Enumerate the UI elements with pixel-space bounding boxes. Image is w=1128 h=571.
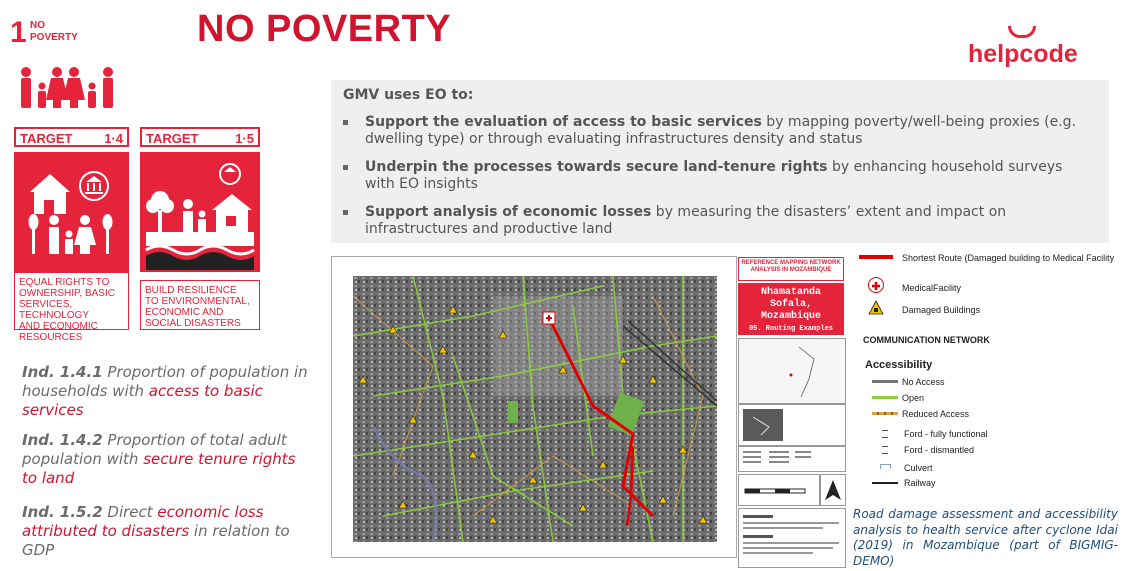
page-title: NO POVERTY (197, 8, 452, 50)
bullet-text: by enhancing household surveys with EO insights (365, 159, 1063, 192)
indicator-highlight: access to basic services (22, 382, 263, 419)
sdg-number: 1 (10, 16, 27, 49)
indicator-text: Proportion of total adult population with (22, 431, 287, 468)
legend-label: Ford - dismantled (904, 445, 975, 455)
legend-label: MedicalFacility (902, 283, 962, 293)
bullet-text: by mapping poverty/well-being proxies (e.g. dwelling type) or through evaluating infrastructures density and status (365, 114, 1076, 147)
indicator-code: Ind. 1.4.2 (22, 431, 103, 449)
brand-logo: helpcode (968, 40, 1078, 68)
bullet-bold: Support the evaluation of (365, 114, 574, 130)
bullet-square-icon (343, 120, 348, 125)
target-description: BUILD RESILIENCE TO ENVIRONMENTAL, ECONOMIC AND SOCIAL DISASTERS (140, 280, 260, 330)
open-line-icon (872, 396, 898, 399)
bullet-item (343, 204, 1093, 238)
legend-label: Culvert (904, 463, 933, 473)
ford-functional-icon (882, 430, 888, 438)
map-sub: 05. Routing Examples (748, 325, 833, 333)
target-1-5-illustration (140, 152, 260, 272)
bullet-text: by measuring the disasters’ extent and impact on infrastructures and productive land (365, 204, 1007, 237)
accessibility-title: Accessibility (865, 359, 933, 371)
indicator-1-4-2 (22, 431, 312, 488)
legend-label: Open (902, 393, 925, 403)
bullet-bold: Support analysis of economic losses (365, 204, 652, 220)
map-caption: Road damage assessment and accessibility analysis to health service after cyclone Idai (2019) in Mozambique (part of BIGMIG-DEMO) (853, 507, 1118, 568)
map-metadata-block (738, 446, 846, 472)
bullet-bold-red: access to basic services (573, 114, 762, 130)
map-place-box (738, 283, 844, 335)
legend-label: Shortest Route (Damaged building to Medical Facility (902, 253, 1115, 263)
indicator-text-tail: in relation to GDP (22, 522, 290, 559)
legend-label: Ford - fully functional (904, 429, 988, 439)
railway-line-icon (872, 482, 898, 484)
legend-section-title: COMMUNICATION NETWORK (863, 335, 990, 345)
target-label: TARGET (146, 131, 199, 146)
satellite-map-image (353, 276, 717, 542)
family-icon (16, 66, 116, 111)
brand-smile-icon (1008, 26, 1036, 38)
legend-label: Reduced Access (902, 409, 970, 419)
bullet-square-icon (343, 210, 348, 215)
target-label: TARGET (20, 131, 73, 146)
locator-map-inset (738, 404, 846, 446)
house-family-icon (14, 152, 129, 272)
route-line-icon (859, 255, 893, 259)
locator-map-mozambique (738, 338, 846, 404)
resilience-icon (140, 152, 260, 272)
bullet-bold: Underpin the processes towards secure land-tenure rights (365, 159, 828, 175)
sdg-name: NO POVERTY (30, 20, 78, 43)
medical-facility-icon (868, 277, 884, 293)
indicator-1-5-2 (22, 503, 302, 560)
legend-label: Damaged Buildings (902, 305, 981, 315)
target-description: EQUAL RIGHTS TO OWNERSHIP, BASIC SERVICES, TECHNOLOGY AND ECONOMIC RESOURCES (14, 272, 129, 330)
map-header: REFERENCE MAPPING NETWORK ANALYSIS IN MOZAMBIQUE (738, 257, 844, 281)
target-card-header (14, 127, 129, 147)
target-code: 1·4 (104, 131, 123, 146)
target-code: 1·5 (235, 131, 254, 146)
damaged-building-icon (868, 300, 884, 320)
legend-label: Railway (904, 478, 936, 488)
north-arrow-icon (820, 474, 846, 506)
panel-title: GMV uses EO to: (343, 87, 474, 103)
map-legend (855, 250, 1120, 495)
target-1-4-illustration (14, 152, 129, 272)
map-notes-block (738, 508, 846, 568)
indicator-code: Ind. 1.5.2 (22, 503, 103, 521)
indicator-highlight: secure tenure rights to land (22, 450, 296, 487)
map-info-sidebar (735, 256, 847, 567)
reduced-access-line-icon (872, 412, 898, 415)
target-card-header (140, 127, 260, 147)
culvert-icon (880, 464, 891, 469)
indicator-highlight: economic loss attributed to disasters (22, 503, 264, 540)
road-network-map (353, 276, 717, 542)
indicator-text: Proportion of population in households with (22, 363, 308, 400)
bullet-square-icon (343, 165, 348, 170)
no-access-line-icon (872, 380, 898, 383)
legend-label: No Access (902, 377, 945, 387)
bullet-item (343, 159, 1093, 193)
bullet-item (343, 114, 1093, 148)
ford-dismantled-icon (882, 446, 888, 454)
scale-bar (738, 474, 820, 506)
indicator-1-4-1 (22, 363, 312, 420)
indicator-text: Direct (102, 503, 158, 521)
map-place: Nhamatanda Sofala, Mozambique (760, 287, 821, 322)
indicator-code: Ind. 1.4.1 (22, 363, 103, 381)
